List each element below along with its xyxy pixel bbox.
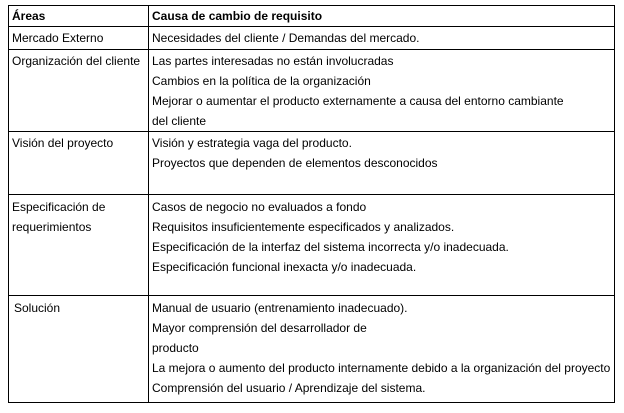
- cause-line: Visión y estrategia vaga del producto.: [152, 136, 352, 150]
- cause-line: Casos de negocio no evaluados a fondo: [152, 200, 367, 214]
- table-row: [9, 195, 615, 296]
- cause-line: Necesidades del cliente / Demandas del mercado.: [152, 31, 420, 45]
- cause-line: Cambios en la política de la organización: [152, 74, 371, 88]
- area-label: Mercado Externo: [12, 31, 104, 45]
- table-row: [9, 132, 615, 195]
- cause-cell: [149, 27, 615, 50]
- table-row: [9, 50, 615, 132]
- area-label: requerimientos: [12, 220, 92, 234]
- cause-line: Proyectos que dependen de elementos desconocidos: [152, 156, 438, 170]
- table-header-row: [9, 6, 615, 27]
- cause-line: Especificación de la interfaz del sistema incorrecta y/o inadecuada.: [152, 240, 509, 254]
- area-cell: [9, 27, 149, 50]
- cause-line: Especificación funcional inexacta y/o inadecuada.: [152, 260, 417, 274]
- area-cell: [9, 132, 149, 195]
- area-cell: [9, 195, 149, 296]
- cause-line: Manual de usuario (entrenamiento inadecuado).: [152, 301, 408, 315]
- area-label: Visión del proyecto: [12, 136, 114, 150]
- area-cell: [9, 50, 149, 132]
- cause-cell: [149, 132, 615, 195]
- area-label: Especificación de: [12, 200, 106, 214]
- cause-line: Comprensión del usuario / Aprendizaje del sistema.: [152, 381, 426, 395]
- cause-cell: [149, 50, 615, 132]
- requirements-change-table: [8, 5, 615, 403]
- cause-line: Las partes interesadas no están involucradas: [152, 54, 394, 68]
- header-areas: Áreas: [9, 6, 149, 27]
- table-row: [9, 296, 615, 403]
- header-change-cause: Causa de cambio de requisito: [149, 6, 615, 27]
- cause-cell: [149, 195, 615, 296]
- cause-line: del cliente: [152, 114, 207, 128]
- cause-line: Mayor comprensión del desarrollador de: [152, 321, 367, 335]
- cause-cell: [149, 296, 615, 403]
- area-cell: [9, 296, 149, 403]
- cause-line: producto: [152, 341, 199, 355]
- area-label: Solución: [14, 301, 61, 315]
- cause-line: Mejorar o aumentar el producto externamente a causa del entorno cambiante: [152, 94, 564, 108]
- table-row: [9, 27, 615, 50]
- cause-line: Requisitos insuficientemente especificados y analizados.: [152, 220, 455, 234]
- cause-line: La mejora o aumento del producto internamente debido a la organización del proyecto: [152, 361, 611, 375]
- area-label: Organización del cliente: [12, 54, 141, 68]
